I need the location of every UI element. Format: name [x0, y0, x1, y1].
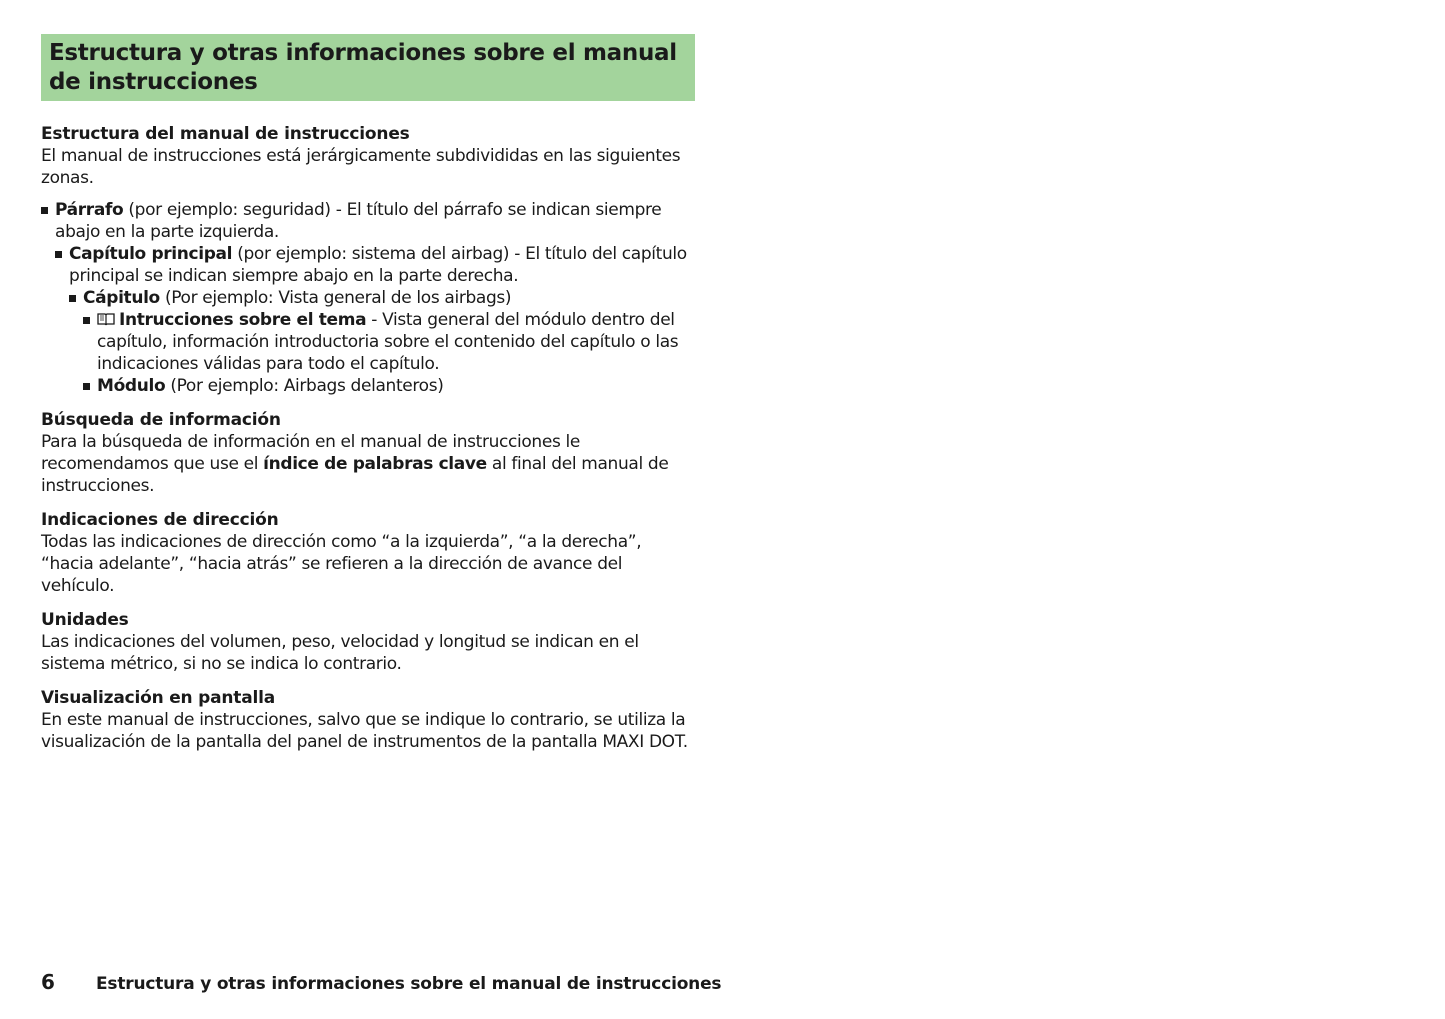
term: Capítulo principal	[69, 244, 233, 264]
bullet-icon	[55, 251, 62, 258]
bullet-icon	[69, 295, 76, 302]
bullet-icon	[41, 207, 48, 214]
body-text: al final del manual de instrucciones.	[41, 454, 669, 496]
page-footer	[41, 970, 721, 996]
section-body: En este manual de instrucciones, salvo que se indique lo contrario, se utiliza la visualización de la pantalla del panel de instrumentos de la pantalla MAXI DOT.	[41, 710, 688, 752]
keyword-index-link-text: índice de palabras clave	[263, 454, 487, 474]
section-body: Las indicaciones del volumen, peso, velocidad y longitud se indican en el sistema métrico, si no se indica lo contrario.	[41, 632, 639, 674]
term: Intrucciones sobre el tema	[119, 310, 367, 330]
term-description: (por ejemplo: seguridad) - El título del párrafo se indican siempre abajo en la parte izquierda.	[55, 200, 662, 242]
running-title: Estructura y otras informaciones sobre el manual de instrucciones	[96, 974, 722, 994]
book-icon	[97, 312, 115, 326]
term: Módulo	[97, 376, 166, 396]
hierarchy-list	[41, 199, 695, 397]
page-number: 6	[41, 970, 55, 994]
section-heading: Estructura del manual de instrucciones	[41, 124, 410, 144]
list-item-instrucciones-tema	[41, 309, 695, 375]
list-item-parrafo	[41, 199, 695, 243]
term-description: (por ejemplo: sistema del airbag) - El título del capítulo principal se indican siempre abajo en la parte derecha.	[69, 244, 687, 286]
term: Cápitulo	[83, 288, 160, 308]
term-description: - Vista general del módulo dentro del capítulo, información introductoria sobre el contenido del capítulo o las indicaciones válidas para todo el capítulo.	[97, 310, 679, 374]
body-text: Para la búsqueda de información en el manual de instrucciones le recomendamos que use el	[41, 432, 580, 474]
page-title: Estructura y otras informaciones sobre el manual de instrucciones	[41, 34, 695, 101]
section-heading: Visualización en pantalla	[41, 688, 276, 708]
list-item-capitulo	[41, 287, 695, 309]
section-body: Todas las indicaciones de dirección como “a la izquierda”, “a la derecha”, “hacia adelante”, “hacia atrás” se refieren a la dirección de avance del vehículo.	[41, 532, 642, 596]
section-display	[41, 687, 695, 753]
section-units	[41, 609, 695, 675]
section-body: El manual de instrucciones está jerárgicamente subdivididas en las siguientes zonas.	[41, 146, 681, 188]
list-item-capitulo-principal	[41, 243, 695, 287]
term-description: (Por ejemplo: Airbags delanteros)	[165, 376, 444, 396]
bullet-icon	[83, 317, 90, 324]
section-heading: Unidades	[41, 610, 129, 630]
section-search	[41, 409, 695, 497]
section-directions	[41, 509, 695, 597]
page-content	[41, 34, 695, 753]
section-heading: Indicaciones de dirección	[41, 510, 279, 530]
term-description: (Por ejemplo: Vista general de los airbags)	[159, 288, 512, 308]
section-structure	[41, 123, 695, 397]
section-body	[41, 431, 695, 497]
term: Párrafo	[55, 200, 124, 220]
bullet-icon	[83, 383, 90, 390]
list-item-modulo	[41, 375, 695, 397]
section-heading: Búsqueda de información	[41, 410, 281, 430]
